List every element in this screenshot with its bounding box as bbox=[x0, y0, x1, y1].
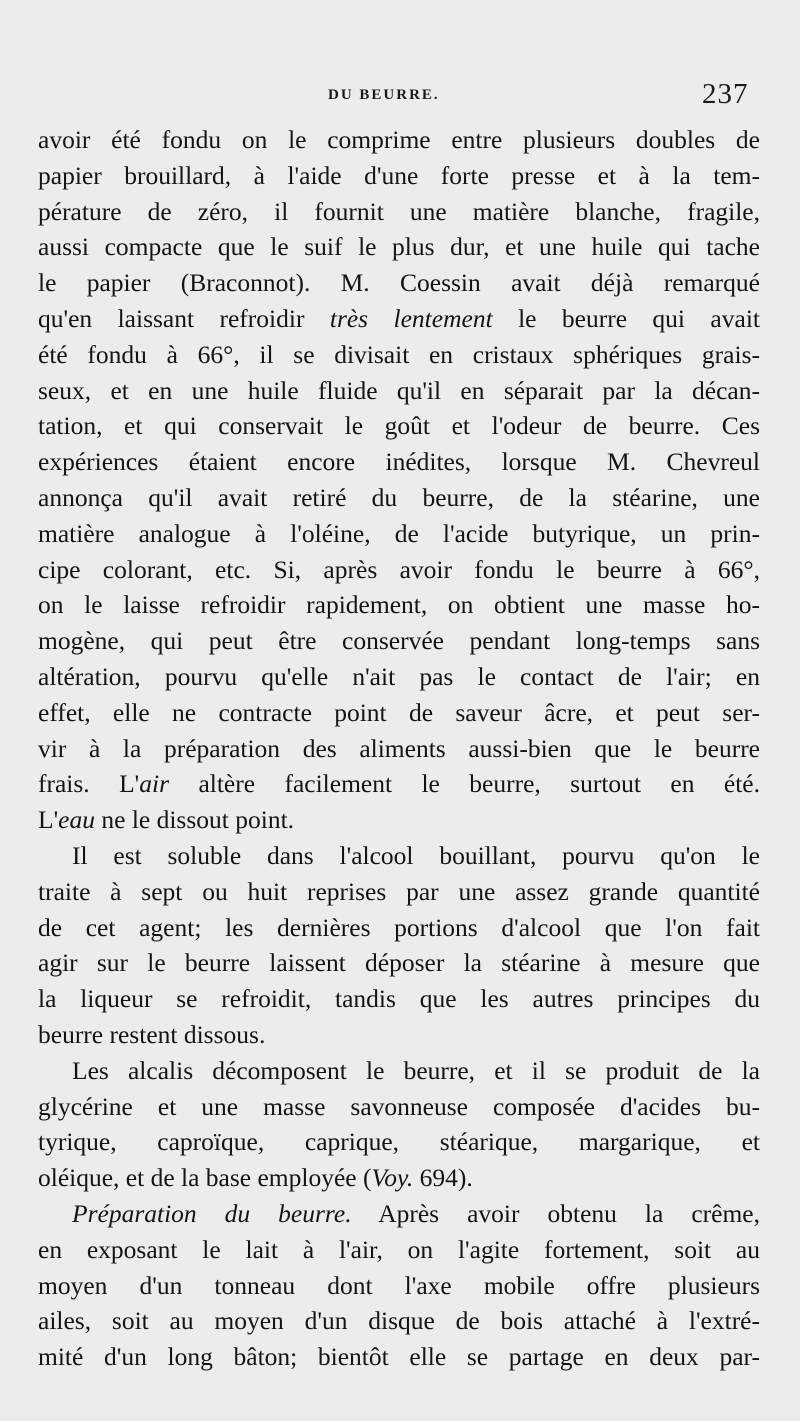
text-line bbox=[38, 910, 760, 946]
text-line bbox=[38, 587, 760, 623]
text-line bbox=[38, 1017, 760, 1053]
text-run: Les alcalis décomposent le beurre, et il se produit de la bbox=[72, 1055, 760, 1085]
text-line bbox=[38, 802, 760, 838]
paragraph bbox=[38, 838, 760, 1053]
italic-run: eau bbox=[58, 805, 95, 835]
text-run: 694). bbox=[413, 1163, 473, 1193]
text-run: Après avoir obtenu la crême, bbox=[351, 1198, 760, 1228]
text-run: vir à la préparation des aliments aussi-bien que le beurre bbox=[38, 733, 760, 763]
text-run: altération, pourvu qu'elle n'ait pas le contact de l'air; en bbox=[38, 661, 760, 691]
text-run: en exposant le lait à l'air, on l'agite fortement, soit au bbox=[38, 1234, 760, 1264]
text-run: effet, elle ne contracte point de saveur âcre, et peut ser- bbox=[38, 697, 760, 727]
text-line bbox=[38, 1303, 760, 1339]
italic-run: Préparation du beurre. bbox=[72, 1198, 352, 1228]
text-run: tation, et qui conservait le goût et l'odeur de beurre. Ces bbox=[38, 411, 760, 441]
text-run: annonça qu'il avait retiré du beurre, de la stéarine, une bbox=[38, 482, 760, 512]
text-run: traite à sept ou huit reprises par une assez grande quantité bbox=[38, 876, 760, 906]
text-run: beurre restent dissous. bbox=[38, 1019, 266, 1049]
text-run: papier brouillard, à l'aide d'une forte presse et à la tem- bbox=[38, 160, 760, 190]
text-run: cipe colorant, etc. Si, après avoir fondu le beurre à 66°, bbox=[38, 554, 760, 584]
text-run: agir sur le beurre laissent déposer la stéarine à mesure que bbox=[38, 948, 760, 978]
text-line bbox=[38, 516, 760, 552]
text-run: expériences étaient encore inédites, lorsque M. Chevreul bbox=[38, 447, 760, 477]
text-line bbox=[38, 945, 760, 981]
text-run: de cet agent; les dernières portions d'alcool que l'on fait bbox=[38, 912, 760, 942]
text-run: aussi compacte que le suif le plus dur, et une huile qui tache bbox=[38, 232, 760, 262]
text-run: Il est soluble dans l'alcool bouillant, pourvu qu'on le bbox=[72, 840, 760, 870]
text-run: L' bbox=[38, 805, 59, 835]
body-text bbox=[38, 122, 760, 1375]
text-line bbox=[38, 480, 760, 516]
text-run: oléique, et de la base employée ( bbox=[38, 1163, 372, 1193]
text-line bbox=[38, 623, 760, 659]
paragraph bbox=[38, 1196, 760, 1375]
text-run: glycérine et une masse savonneuse composée d'acides bu- bbox=[38, 1091, 760, 1121]
text-run: le papier (Braconnot). M. Coessin avait déjà remarqué bbox=[38, 268, 760, 298]
text-run: on le laisse refroidir rapidement, on obtient une masse ho- bbox=[38, 590, 760, 620]
text-line bbox=[38, 373, 760, 409]
text-line bbox=[38, 695, 760, 731]
text-run: ailes, soit au moyen d'un disque de bois attaché à l'extré- bbox=[38, 1306, 760, 1336]
text-run: ne le dissout point. bbox=[95, 805, 295, 835]
text-line bbox=[38, 1196, 760, 1232]
text-line bbox=[38, 444, 760, 480]
text-run: le beurre qui avait bbox=[492, 303, 760, 333]
page-header bbox=[0, 78, 800, 118]
text-line bbox=[38, 337, 760, 373]
text-run: matière analogue à l'oléine, de l'acide butyrique, un prin- bbox=[38, 518, 760, 548]
text-line bbox=[38, 1232, 760, 1268]
text-run: moyen d'un tonneau dont l'axe mobile offre plusieurs bbox=[38, 1270, 760, 1300]
text-line bbox=[38, 766, 760, 802]
text-line bbox=[38, 408, 760, 444]
text-run: frais. L' bbox=[38, 769, 140, 799]
text-run: été fondu à 66°, il se divisait en cristaux sphériques grais- bbox=[38, 339, 760, 369]
text-line bbox=[38, 1089, 760, 1125]
text-line bbox=[38, 659, 760, 695]
page-number: 237 bbox=[702, 78, 749, 110]
text-run: tyrique, caproïque, caprique, stéarique, margarique, et bbox=[38, 1127, 760, 1157]
text-line bbox=[38, 229, 760, 265]
italic-run: air bbox=[139, 769, 170, 799]
text-line bbox=[38, 1339, 760, 1375]
paragraph bbox=[38, 1053, 760, 1196]
text-line bbox=[38, 731, 760, 767]
text-run: qu'en laissant refroidir bbox=[38, 303, 330, 333]
running-head: DU BEURRE. bbox=[328, 87, 440, 103]
text-line bbox=[38, 1268, 760, 1304]
text-line bbox=[38, 552, 760, 588]
text-line bbox=[38, 301, 760, 337]
text-line bbox=[38, 1053, 760, 1089]
text-line bbox=[38, 981, 760, 1017]
text-line bbox=[38, 122, 760, 158]
text-run: mité d'un long bâton; bientôt elle se partage en deux par- bbox=[38, 1342, 760, 1372]
text-line bbox=[38, 1124, 760, 1160]
text-run: pérature de zéro, il fournit une matière blanche, fragile, bbox=[38, 196, 760, 226]
paragraph bbox=[38, 122, 760, 838]
italic-run: très lentement bbox=[329, 303, 493, 333]
text-line bbox=[38, 838, 760, 874]
text-run: la liqueur se refroidit, tandis que les autres principes du bbox=[38, 984, 760, 1014]
text-line bbox=[38, 1160, 760, 1196]
text-line bbox=[38, 874, 760, 910]
text-run: avoir été fondu on le comprime entre plusieurs doubles de bbox=[38, 125, 760, 154]
text-run: seux, et en une huile fluide qu'il en séparait par la décan- bbox=[38, 375, 760, 405]
text-run: altère facilement le beurre, surtout en été. bbox=[169, 769, 760, 799]
text-line bbox=[38, 194, 760, 230]
text-line bbox=[38, 158, 760, 194]
text-run: mogène, qui peut être conservée pendant long-temps sans bbox=[38, 626, 760, 656]
italic-run: Voy. bbox=[371, 1163, 414, 1193]
text-line bbox=[38, 265, 760, 301]
